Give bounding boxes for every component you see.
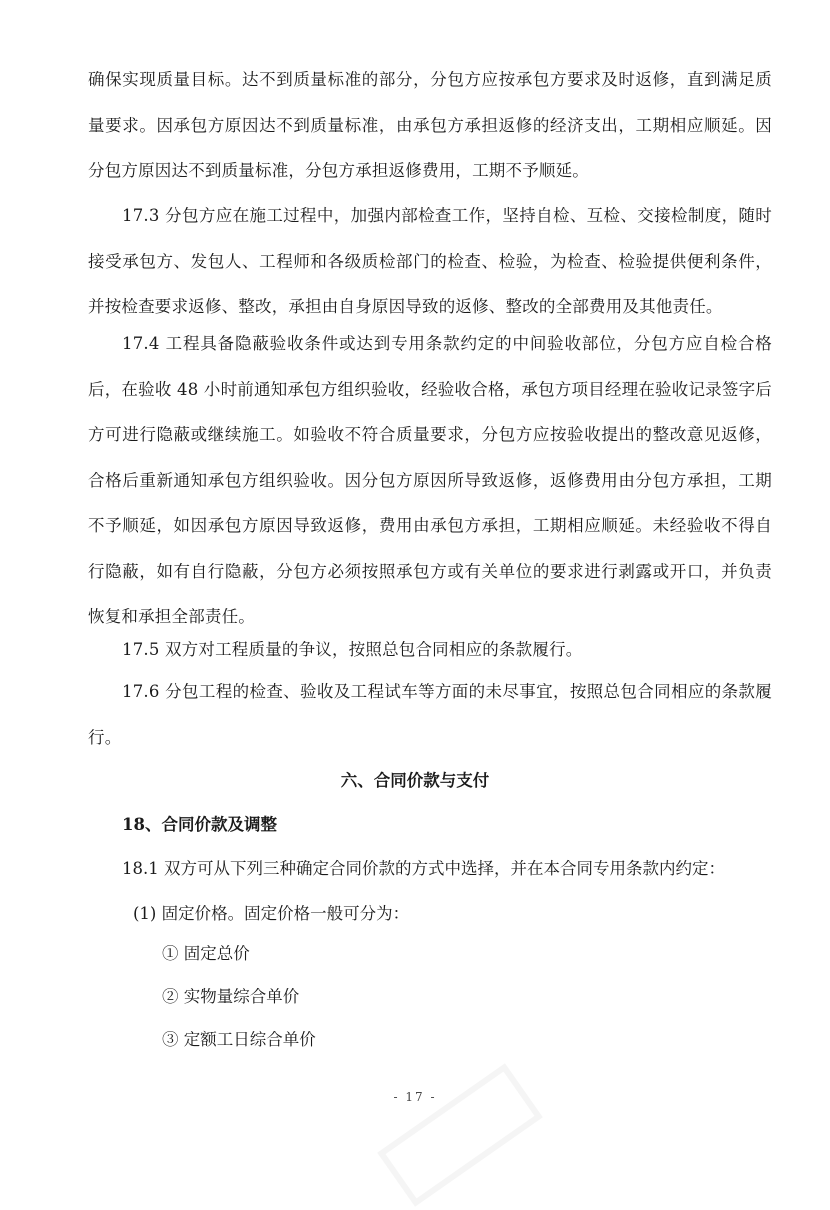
section-heading: 六、合同价款与支付: [340, 771, 490, 790]
watermark-icon: [374, 1060, 545, 1209]
sub-list-item: ② 实物量综合单价: [162, 987, 300, 1006]
paragraph-18-1: 18.1 双方可从下列三种确定合同价款的方式中选择，并在本合同专用条款内约定：: [122, 859, 725, 878]
paragraph-17-4: 17.4 工程具备隐蔽验收条件或达到专用条款约定的中间验收部位，分包方应自检合格后，在验收 48 小时前通知承包方组织验收，经验收合格，承包方项目经理在验收记录签字后方可进行隐蔽或继续施工。如验收不符合质量要求，分包方应按验收提出的整改意见返修，合格后重新通知承包方组织验收。因分包方原因所导致返修，返修费用由分包方承担，工期不予顺延，如因承包方原因导致返修，费用由承包方承担，工期相应顺延。未经验收不得自行隐蔽，如有自行隐蔽，分包方必须按照承包方或有关单位的要求进行剥露或开口，并负责恢复和承担全部责任。: [88, 334, 772, 626]
list-item: (1) 固定价格。固定价格一般可分为：: [133, 904, 410, 923]
paragraph-quality-target: 确保实现质量目标。达不到质量标准的部分，分包方应按承包方要求及时返修，直到满足质量要求。因承包方原因达不到质量标准，由承包方承担返修的经济支出，工期相应顺延。因分包方原因达不到质量标准，分包方承担返修费用，工期不予顺延。: [88, 70, 772, 180]
paragraph-17-6: 17.6 分包工程的检查、验收及工程试车等方面的未尽事宜，按照总包合同相应的条款履行。: [88, 682, 772, 747]
sub-list-item: ③ 定额工日综合单价: [162, 1030, 316, 1049]
paragraph-17-5: 17.5 双方对工程质量的争议，按照总包合同相应的条款履行。: [122, 640, 583, 659]
page-number: - 17 -: [393, 1090, 437, 1104]
sub-list-item: ① 固定总价: [162, 944, 250, 963]
paragraph-17-3: 17.3 分包方应在施工过程中，加强内部检查工作，坚持自检、互检、交接检制度，随时接受承包方、发包人、工程师和各级质检部门的检查、检验，为检查、检验提供便利条件，并按检查要求返修、整改，承担由自身原因导致的返修、整改的全部费用及其他责任。: [88, 206, 772, 316]
clause-heading: 18、合同价款及调整: [122, 815, 277, 834]
